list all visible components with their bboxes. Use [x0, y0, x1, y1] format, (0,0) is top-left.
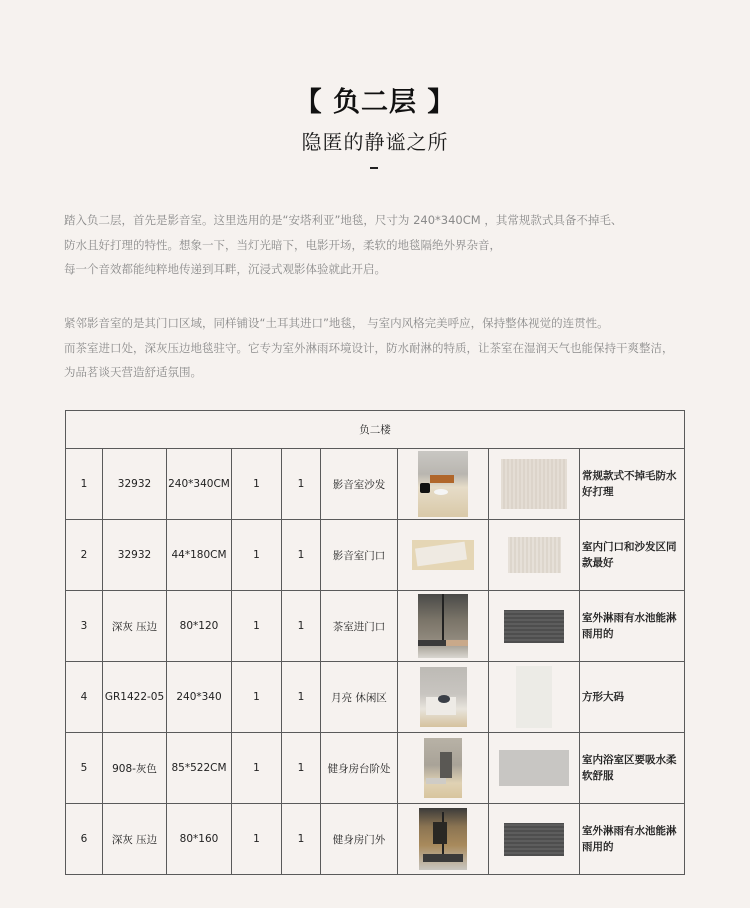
- row-number: 1: [66, 449, 103, 520]
- dark-gray-mat-swatch: [504, 610, 564, 643]
- photo-cell: [398, 733, 489, 804]
- size-cell: 80*160: [167, 804, 232, 875]
- qty-cell: 1: [232, 449, 282, 520]
- model-cell: 32932: [103, 520, 167, 591]
- page-title: 【 负二层 】: [294, 87, 456, 118]
- paragraph-line: 而茶室进口处，深灰压边地毯驻守。它专为室外淋雨环境设计，防水耐淋的特质，让茶室在湿润天气也能保持干爽整洁，: [64, 340, 674, 355]
- swatch-cell: [489, 591, 580, 662]
- cream-rug-swatch: [508, 537, 561, 573]
- model-cell: 908-灰色: [103, 733, 167, 804]
- model-cell: 32932: [103, 449, 167, 520]
- qty-cell: 1: [282, 591, 321, 662]
- paragraph-line: 紧邻影音室的是其门口区域，同样铺设“土耳其进口”地毯， 与室内风格完美呼应，保持整体视觉的连贯性。: [64, 316, 609, 330]
- light-gray-rug-swatch: [499, 750, 569, 786]
- rug-spec-table: [65, 410, 685, 875]
- home-theater-room-photo: [418, 451, 468, 517]
- location-cell: 影音室门口: [321, 520, 398, 591]
- location-cell: 健身房门外: [321, 804, 398, 875]
- paragraph-line: 每一个音效都能纯粹地传递到耳畔，沉浸式观影体验就此开启。: [64, 262, 386, 276]
- dark-gray-mat-swatch: [504, 823, 564, 856]
- swatch-cell: [489, 520, 580, 591]
- tea-room-door-photo: [418, 594, 468, 658]
- gym-door-photo: [419, 808, 467, 870]
- intro-paragraph-1: [64, 208, 724, 282]
- size-cell: 80*120: [167, 591, 232, 662]
- qty-cell: 1: [232, 662, 282, 733]
- model-cell: 深灰 压边: [103, 591, 167, 662]
- table-row: [66, 733, 685, 804]
- size-cell: 44*180CM: [167, 520, 232, 591]
- size-cell: 85*522CM: [167, 733, 232, 804]
- note-cell: 常规款式不掉毛防水好打理: [580, 449, 685, 520]
- location-cell: 月亮 休闲区: [321, 662, 398, 733]
- note-cell: 室内浴室区要吸水柔软舒服: [580, 733, 685, 804]
- qty-cell: 1: [282, 449, 321, 520]
- paragraph-line: 防水且好打理的特性。想象一下，当灯光暗下，电影开场，柔软的地毯隔绝外界杂音，: [64, 237, 501, 252]
- white-rug-swatch: [516, 666, 552, 728]
- paragraph-line: 为品茗谈天营造舒适氛围。: [64, 365, 202, 379]
- qty-cell: 1: [232, 733, 282, 804]
- swatch-cell: [489, 449, 580, 520]
- model-cell: 深灰 压边: [103, 804, 167, 875]
- runner-rug-photo: [412, 540, 474, 570]
- size-cell: 240*340: [167, 662, 232, 733]
- page-subtitle: 隐匿的静谧之所: [301, 130, 449, 154]
- swatch-cell: [489, 662, 580, 733]
- table-row: [66, 662, 685, 733]
- table-row: [66, 591, 685, 662]
- photo-cell: [398, 804, 489, 875]
- note-cell: 室外淋雨有水池能淋雨用的: [580, 591, 685, 662]
- qty-cell: 1: [282, 662, 321, 733]
- qty-cell: 1: [282, 520, 321, 591]
- swatch-cell: [489, 733, 580, 804]
- gym-steps-photo: [424, 738, 462, 798]
- table-title: 负二楼: [66, 411, 685, 449]
- intro-paragraph-2: [64, 311, 724, 385]
- qty-cell: 1: [232, 520, 282, 591]
- row-number: 3: [66, 591, 103, 662]
- photo-cell: [398, 662, 489, 733]
- photo-cell: [398, 591, 489, 662]
- location-cell: 影音室沙发: [321, 449, 398, 520]
- model-cell: GR1422-05: [103, 662, 167, 733]
- note-cell: 室内门口和沙发区同款最好: [580, 520, 685, 591]
- title-divider: [370, 167, 378, 169]
- location-cell: 茶室进门口: [321, 591, 398, 662]
- qty-cell: 1: [282, 733, 321, 804]
- paragraph-line: 踏入负二层，首先是影音室。这里选用的是“安塔利亚”地毯，尺寸为 240*340CM ，其常规款式具备不掉毛、: [64, 213, 623, 227]
- note-cell: 室外淋雨有水池能淋雨用的: [580, 804, 685, 875]
- size-cell: 240*340CM: [167, 449, 232, 520]
- table-row: [66, 520, 685, 591]
- qty-cell: 1: [282, 804, 321, 875]
- swatch-cell: [489, 804, 580, 875]
- cream-rug-swatch: [501, 459, 567, 509]
- photo-cell: [398, 520, 489, 591]
- row-number: 6: [66, 804, 103, 875]
- row-number: 5: [66, 733, 103, 804]
- lounge-area-photo: [420, 667, 467, 727]
- row-number: 2: [66, 520, 103, 591]
- location-cell: 健身房台阶处: [321, 733, 398, 804]
- table-row: [66, 449, 685, 520]
- note-cell: 方形大码: [580, 662, 685, 733]
- table-row: [66, 804, 685, 875]
- photo-cell: [398, 449, 489, 520]
- qty-cell: 1: [232, 591, 282, 662]
- row-number: 4: [66, 662, 103, 733]
- qty-cell: 1: [232, 804, 282, 875]
